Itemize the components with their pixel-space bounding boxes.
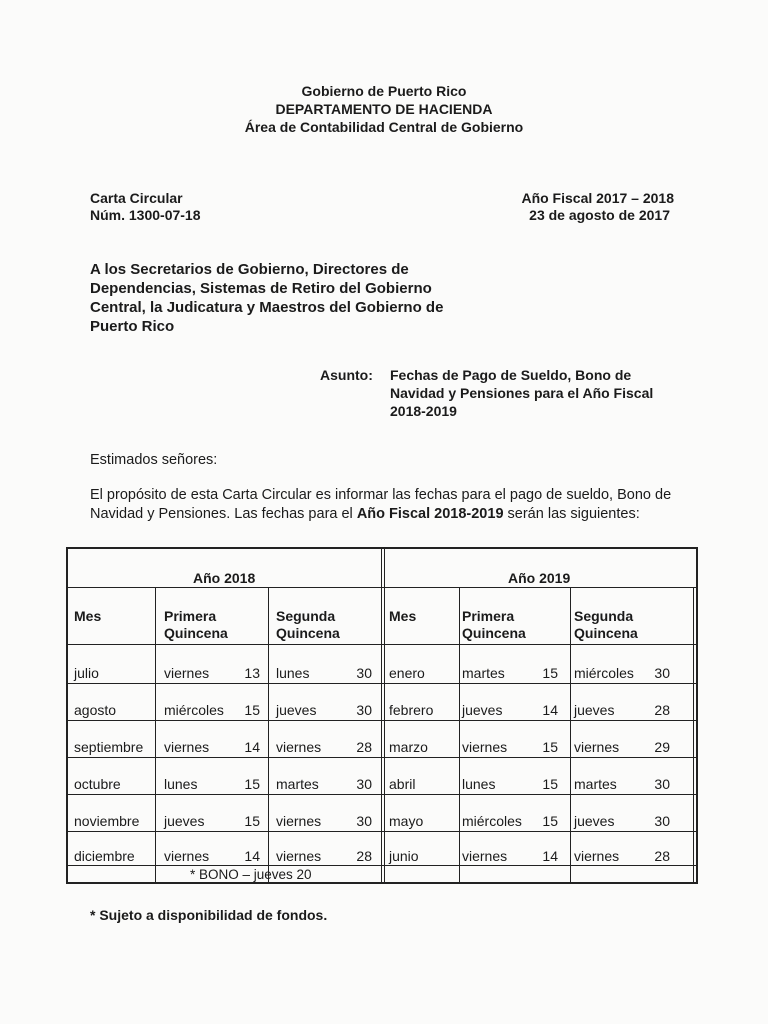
date-cell: 28 <box>356 848 372 864</box>
date-cell: 15 <box>542 813 558 829</box>
day-cell: viernes <box>462 848 508 864</box>
body-line-1: El propósito de esta Carta Circular es informar las fechas para el pago de sueldo, Bono de <box>90 487 672 503</box>
date-cell: 30 <box>356 813 372 829</box>
day-cell: viernes <box>164 739 210 755</box>
date-cell: 30 <box>654 665 670 681</box>
doc-type: Carta Circular <box>90 190 183 206</box>
date-cell: 15 <box>244 813 260 829</box>
greeting: Estimados señores: <box>90 452 218 468</box>
day-cell: lunes <box>164 776 198 792</box>
day-cell: jueves <box>574 813 615 829</box>
date-cell: 14 <box>542 848 558 864</box>
addressee-line: Puerto Rico <box>90 318 175 335</box>
day-cell: jueves <box>276 702 317 718</box>
day-cell: jueves <box>574 702 615 718</box>
day-cell: miércoles <box>164 702 224 718</box>
date-cell: 14 <box>244 739 260 755</box>
day-cell: lunes <box>276 665 310 681</box>
month-cell: noviembre <box>74 813 140 829</box>
month-cell: enero <box>389 665 425 681</box>
month-cell: julio <box>74 665 99 681</box>
payment-dates-table <box>66 547 698 884</box>
day-cell: jueves <box>462 702 503 718</box>
day-cell: martes <box>462 665 505 681</box>
year-2018-heading: Año 2018 <box>193 570 256 586</box>
doc-number: Núm. 1300-07-18 <box>90 207 201 223</box>
day-cell: viernes <box>462 739 508 755</box>
date-cell: 30 <box>356 702 372 718</box>
subject-line: Fechas de Pago de Sueldo, Bono de <box>390 367 632 383</box>
subject-text <box>390 366 695 420</box>
date-cell: 14 <box>244 848 260 864</box>
month-cell: marzo <box>389 739 428 755</box>
date-cell: 30 <box>654 813 670 829</box>
date-cell: 15 <box>244 702 260 718</box>
day-cell: viernes <box>164 665 210 681</box>
month-cell: octubre <box>74 776 121 792</box>
col-segunda-right: Segunda Quincena <box>574 608 638 641</box>
date-cell: 15 <box>244 776 260 792</box>
date-cell: 28 <box>654 848 670 864</box>
header-gov: Gobierno de Puerto Rico <box>301 83 467 99</box>
day-cell: miércoles <box>462 813 522 829</box>
year-2019-heading: Año 2019 <box>508 570 571 586</box>
date-cell: 15 <box>542 665 558 681</box>
fiscal-year: Año Fiscal 2017 – 2018 <box>521 190 674 206</box>
day-cell: viernes <box>276 813 322 829</box>
date-cell: 30 <box>356 776 372 792</box>
footnote: * Sujeto a disponibilidad de fondos. <box>90 907 328 923</box>
addressee-line: A los Secretarios de Gobierno, Directores de <box>90 261 409 278</box>
date-cell: 13 <box>244 665 260 681</box>
month-cell: septiembre <box>74 739 144 755</box>
day-cell: viernes <box>276 739 322 755</box>
addressee <box>90 260 450 336</box>
day-cell: martes <box>574 776 617 792</box>
month-cell: abril <box>389 776 416 792</box>
addressee-line: Central, la Judicatura y Maestros del Gobierno de <box>90 299 444 316</box>
date-cell: 15 <box>542 776 558 792</box>
date-cell: 28 <box>654 702 670 718</box>
day-cell: viernes <box>574 739 620 755</box>
day-cell: martes <box>276 776 319 792</box>
col-primera-right: Primera Quincena <box>462 608 526 641</box>
header-area: Área de Contabilidad Central de Gobierno <box>244 119 524 135</box>
month-cell: mayo <box>389 813 424 829</box>
subject-line: 2018-2019 <box>390 403 457 419</box>
date-cell: 30 <box>356 665 372 681</box>
day-cell: lunes <box>462 776 496 792</box>
col-primera-left: Primera Quincena <box>164 608 228 641</box>
date-cell: 30 <box>654 776 670 792</box>
day-cell: viernes <box>276 848 322 864</box>
bono-note: * BONO – jueves 20 <box>190 867 312 882</box>
month-cell: junio <box>389 848 419 864</box>
col-mes-left: Mes <box>74 608 102 624</box>
month-cell: agosto <box>74 702 117 718</box>
day-cell: viernes <box>164 848 210 864</box>
date-cell: 15 <box>542 739 558 755</box>
subject-line: Navidad y Pensiones para el Año Fiscal <box>390 385 654 401</box>
subject-label: Asunto: <box>320 367 373 383</box>
date-cell: 28 <box>356 739 372 755</box>
month-cell: diciembre <box>74 848 135 864</box>
date-cell: 29 <box>654 739 670 755</box>
month-cell: febrero <box>389 702 434 718</box>
col-segunda-left: Segunda Quincena <box>276 608 340 641</box>
col-mes-right: Mes <box>389 608 417 624</box>
date-cell: 14 <box>542 702 558 718</box>
day-cell: viernes <box>574 848 620 864</box>
header-dept: DEPARTAMENTO DE HACIENDA <box>275 101 493 117</box>
day-cell: miércoles <box>574 665 634 681</box>
body-line-2: Navidad y Pensiones. Las fechas para el Año Fiscal 2018-2019 serán las siguientes: <box>90 506 640 522</box>
addressee-line: Dependencias, Sistemas de Retiro del Gobierno <box>90 280 432 297</box>
day-cell: jueves <box>164 813 205 829</box>
doc-date: 23 de agosto de 2017 <box>529 207 670 223</box>
